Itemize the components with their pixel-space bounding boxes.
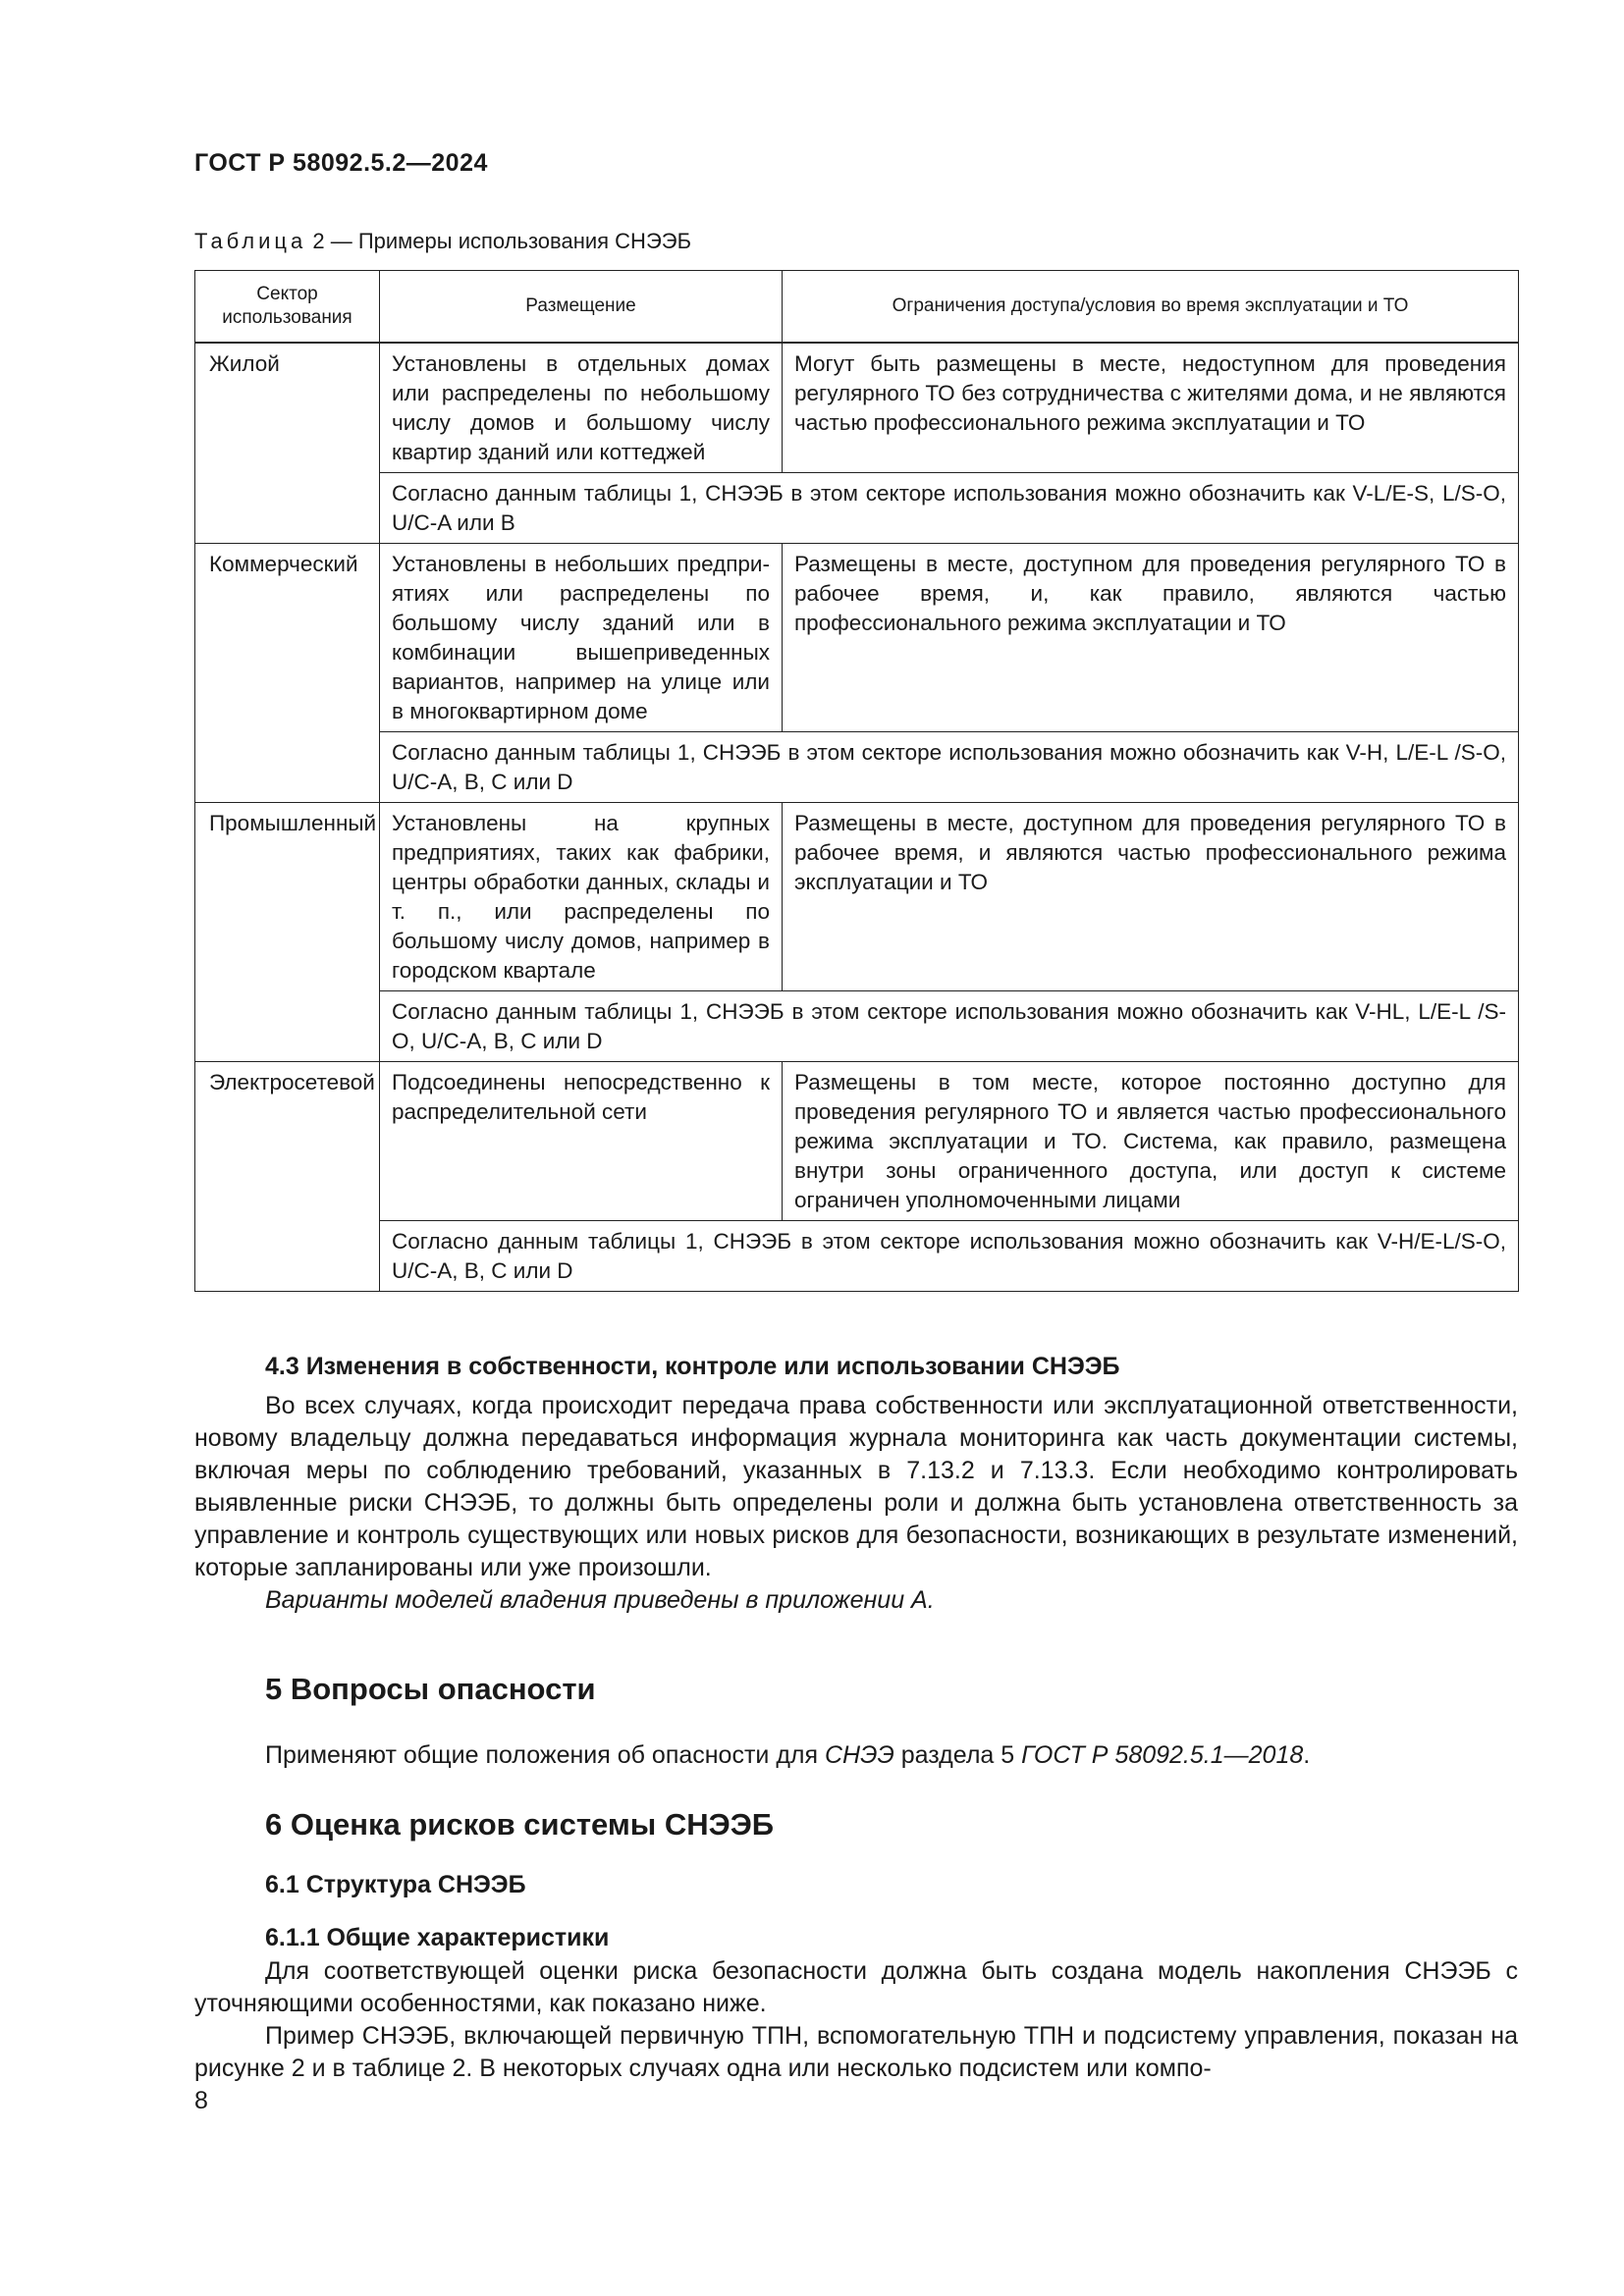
section-6-heading: 6 Оценка рисков системы СНЭЭБ bbox=[265, 1807, 775, 1842]
table-row bbox=[195, 803, 1519, 991]
page-number: 8 bbox=[194, 2087, 208, 2114]
note-cell: Согласно данным таблицы 1, СНЭЭБ в этом секторе использования можно обозначить как V-HL, L/E-L /S-O, U/C-A, B, C или D bbox=[380, 991, 1519, 1062]
access-cell: Могут быть размещены в месте, недоступном для проведения регулярного ТО без сотрудничества с жителями дома, и не являются частью профессионального режима эксплуатации и ТО bbox=[783, 343, 1519, 473]
access-cell: Размещены в том месте, которое постоянно доступно для проведения регулярного ТО и является частью профессионального режима эксплуатации и ТО. Система, как правило, размещена внутри зоны ограниченного доступа, или доступ к системе ограничен уполномоченными лицами bbox=[783, 1062, 1519, 1221]
column-header-access: Ограничения доступа/условия во время эксплуатации и ТО bbox=[783, 271, 1519, 344]
section-4-3-note: Варианты моделей владения приведены в приложении А. bbox=[265, 1586, 935, 1614]
table-row bbox=[195, 343, 1519, 473]
document-code-header: ГОСТ Р 58092.5.2—2024 bbox=[194, 149, 488, 177]
table-caption-word: Таблица bbox=[194, 229, 307, 253]
usage-examples-table bbox=[194, 270, 1519, 1292]
section-6-1-1-paragraph: Для соответствующей оценки риска безопасности должна быть создана модель накопления СНЭЭБ с уточняющими особенностями, как показано ниже. bbox=[194, 1957, 1518, 2017]
section-5-reference: ГОСТ Р 58092.5.1—2018 bbox=[1021, 1741, 1304, 1769]
access-cell: Размещены в месте, доступном для проведения регулярного ТО в рабочее время, и, как правило, являются частью профессионального режима эксплуатации и ТО bbox=[783, 544, 1519, 732]
column-header-placement: Размещение bbox=[380, 271, 783, 344]
table-note-row bbox=[195, 473, 1519, 544]
section-4-3-heading: 4.3 Изменения в собственности, контроле или использовании СНЭЭБ bbox=[265, 1353, 1120, 1380]
section-6-1-1-heading: 6.1.1 Общие характеристики bbox=[265, 1924, 610, 1951]
placement-cell: Подсоединены непосредственно к распределительной сети bbox=[380, 1062, 783, 1221]
table-header-row bbox=[195, 271, 1519, 344]
table-caption-text: 2 — Примеры использования СНЭЭБ bbox=[306, 229, 692, 253]
section-4-3-paragraph: Во всех случаях, когда происходит передача права собственности или эксплуатационной ответственности, новому владельцу должна передаваться информация журнала мониторинга как часть документации системы, включая меры по соблюдению требований, указанных в 7.13.2 и 7.13.3. Если необходимо контролировать выявленные риски СНЭЭБ, то должны быть определены роли и должна быть установлена ответственность за управление и контроль существующих или новых рисков для безопасности, возникающих в результате изменений, которые запланированы или уже произошли. bbox=[194, 1392, 1518, 1581]
placement-cell: Установлены в небольших предприятиях или распределены по большому числу зданий или в комбинации вышеприведенных вариантов, например на улице или в многоквартирном доме bbox=[380, 544, 783, 732]
placement-cell: Установлены на крупных предприятиях, таких как фабрики, центры обработки данных, склады и т. п., или распределены по большому числу домов, например в городском квартале bbox=[380, 803, 783, 991]
table-row bbox=[195, 544, 1519, 732]
table-row bbox=[195, 1062, 1519, 1221]
sector-cell: Промышленный bbox=[195, 803, 380, 1062]
placement-cell: Установлены в отдельных домах или распределены по небольшому числу домов и большому числу квартир зданий или коттеджей bbox=[380, 343, 783, 473]
note-cell: Согласно данным таблицы 1, СНЭЭБ в этом секторе использования можно обозначить как V-H/E-L/S-O, U/C-A, B, C или D bbox=[380, 1221, 1519, 1292]
table-note-row bbox=[195, 1221, 1519, 1292]
sector-cell: Электросетевой bbox=[195, 1062, 380, 1292]
access-cell: Размещены в месте, доступном для проведения регулярного ТО в рабочее время, и являются частью профессионального режима эксплуатации и ТО bbox=[783, 803, 1519, 991]
column-header-sector: Сектор использования bbox=[195, 271, 380, 344]
table-note-row bbox=[195, 732, 1519, 803]
table-note-row bbox=[195, 991, 1519, 1062]
section-5-text: . bbox=[1303, 1741, 1311, 1769]
sector-cell: Коммерческий bbox=[195, 544, 380, 803]
section-5-text: Применяют общие положения об опасности для bbox=[265, 1741, 825, 1769]
table-caption bbox=[194, 229, 691, 254]
section-6-1-heading: 6.1 Структура СНЭЭБ bbox=[265, 1871, 526, 1898]
note-cell: Согласно данным таблицы 1, СНЭЭБ в этом секторе использования можно обозначить как V-L/E-S, L/S-O, U/C-A или B bbox=[380, 473, 1519, 544]
sector-cell: Жилой bbox=[195, 343, 380, 544]
section-5-heading: 5 Вопросы опасности bbox=[265, 1672, 596, 1706]
section-5-text: раздела 5 bbox=[893, 1741, 1022, 1769]
section-6-1-1-paragraph-2: Пример СНЭЭБ, включающей первичную ТПН, вспомогательную ТПН и подсистему управления, показан на рисунке 2 и в таблице 2. В некоторых случаях одна или несколько подсистем или компо- bbox=[194, 2022, 1518, 2082]
section-5-paragraph bbox=[194, 1739, 1518, 1772]
note-cell: Согласно данным таблицы 1, СНЭЭБ в этом секторе использования можно обозначить как V-H, L/E-L /S-O, U/C-A, B, C или D bbox=[380, 732, 1519, 803]
section-5-term: СНЭЭ bbox=[824, 1741, 894, 1769]
